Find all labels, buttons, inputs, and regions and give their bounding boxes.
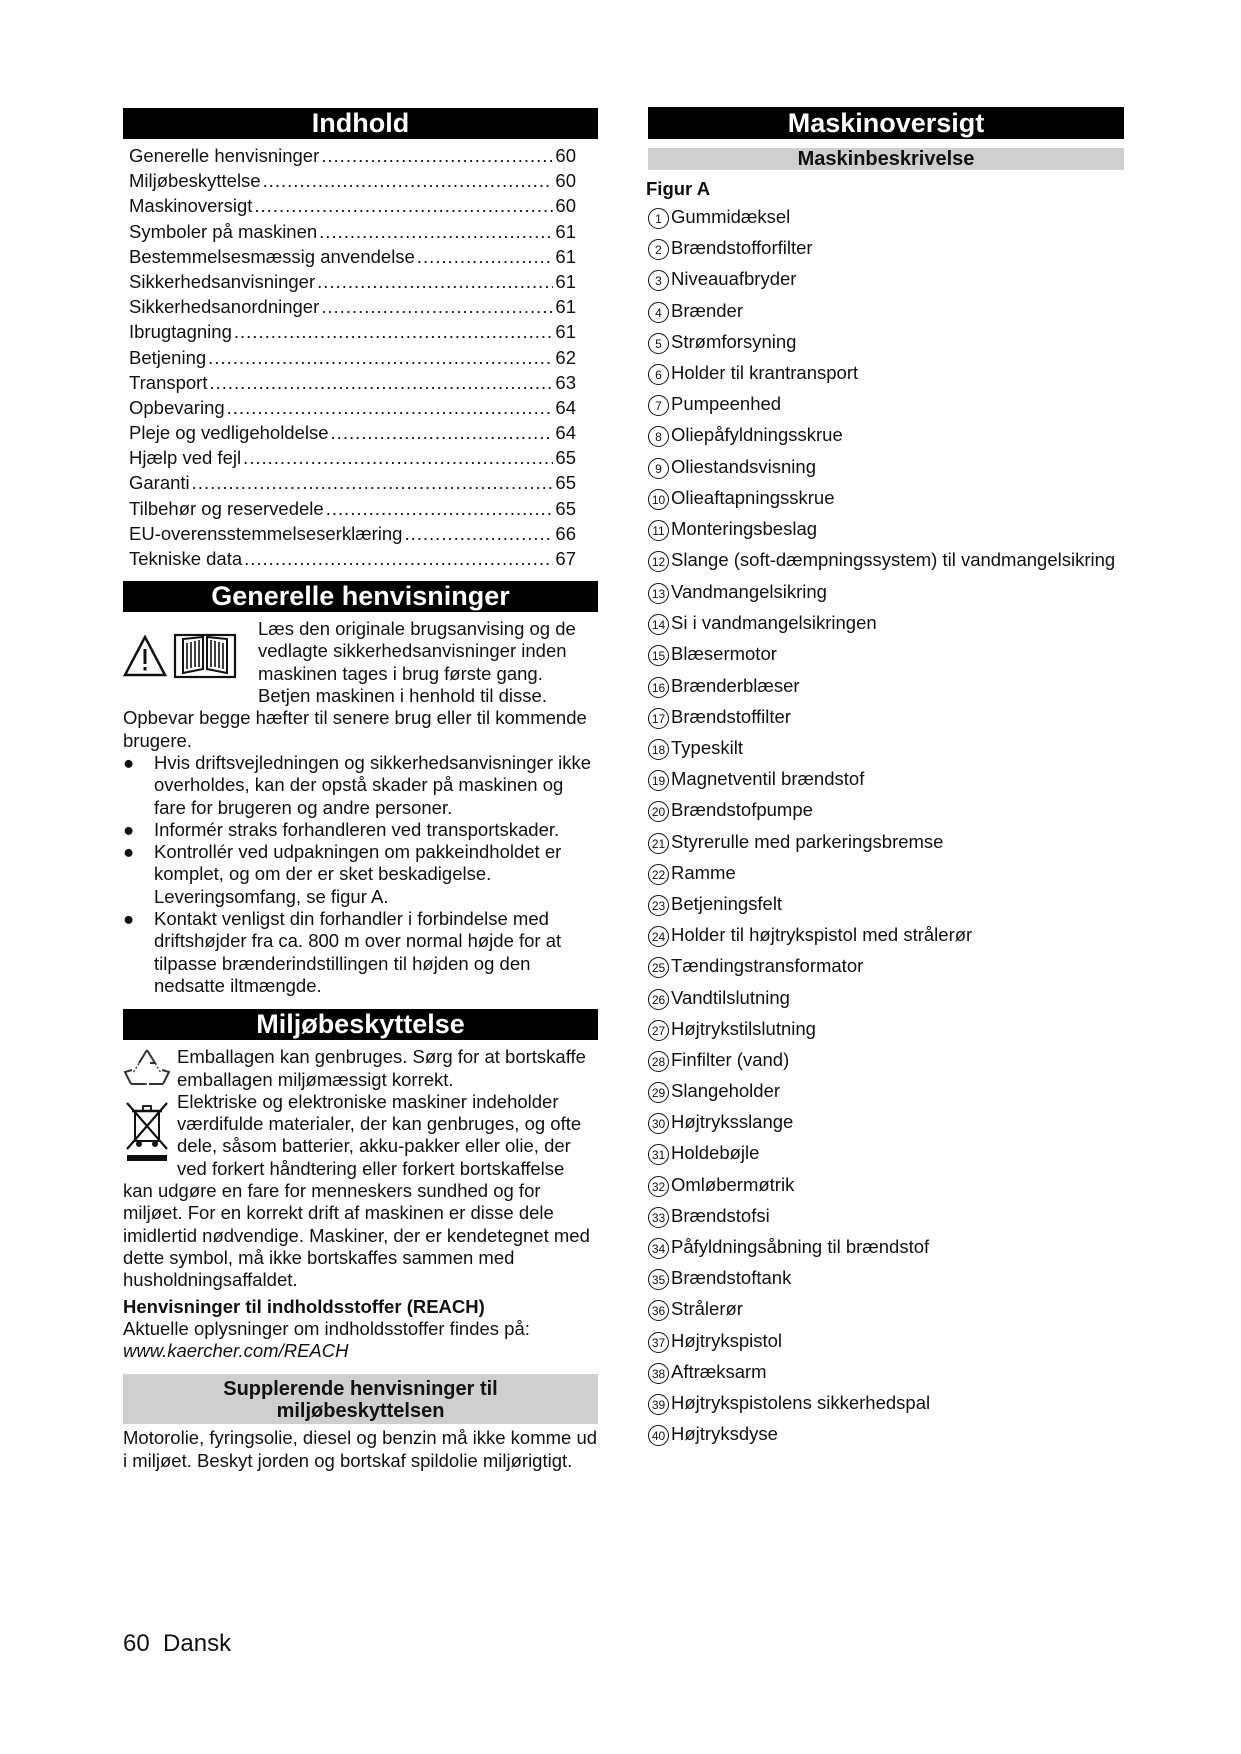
left-column: [123, 108, 598, 1472]
toc-heading: Indhold: [123, 108, 598, 139]
toc-entry-page: 60: [555, 145, 576, 166]
list-item: [648, 1080, 1124, 1103]
toc-entry-title: Ibrugtagning: [129, 321, 232, 343]
part-number-badge: 28: [648, 1051, 669, 1072]
part-label: Monteringsbeslag: [671, 517, 818, 539]
toc-entry-page: 61: [555, 245, 576, 267]
part-number-badge: 3: [648, 270, 669, 291]
part-label: Si i vandmangelsikringen: [671, 612, 877, 634]
toc-entry[interactable]: [129, 294, 576, 319]
toc-entry[interactable]: [129, 420, 576, 445]
warning-icons: [123, 618, 253, 694]
part-label: Brændstoftank: [671, 1267, 792, 1289]
part-number-badge: 36: [648, 1300, 669, 1321]
part-label: Tændingstransformator: [671, 955, 864, 977]
toc-leader-dots: [331, 420, 554, 445]
toc-entry-title: Sikkerhedsanvisninger: [129, 270, 316, 292]
toc-entry-page: 61: [555, 296, 576, 318]
packaging-text: Emballagen kan genbruges. Sørg for at bortskaffe emballagen miljømæssigt korrekt.: [177, 1046, 586, 1090]
reach-text: Aktuelle oplysninger om indholdsstoffer findes på:: [123, 1317, 530, 1339]
part-number-badge: 34: [648, 1238, 669, 1259]
toc-entry[interactable]: [129, 269, 576, 294]
part-number-badge: 30: [648, 1113, 669, 1134]
list-item: [648, 331, 1124, 354]
part-label: Finfilter (vand): [671, 1048, 790, 1070]
part-number-badge: 5: [648, 333, 669, 354]
part-number-badge: 7: [648, 395, 669, 416]
toc-entry[interactable]: [129, 244, 576, 269]
toc-entry-page: 65: [555, 447, 576, 469]
toc-entry-title: Maskinoversigt: [129, 195, 253, 217]
part-number-badge: 20: [648, 801, 669, 822]
part-label: Niveauafbryder: [671, 268, 797, 290]
part-label: Brændstoffilter: [671, 705, 791, 727]
toc-entry[interactable]: [129, 470, 576, 495]
part-label: Højtrykspistol: [671, 1329, 783, 1351]
toc-entry[interactable]: [129, 219, 576, 244]
list-item: [648, 643, 1124, 666]
part-label: Holder til højtrykspistol med strålerør: [671, 924, 973, 946]
part-number-badge: 35: [648, 1269, 669, 1290]
part-label: Typeskilt: [671, 737, 743, 758]
crossed-bin-icon: [123, 1099, 171, 1163]
environment-heading: Miljøbeskyttelse: [123, 1009, 598, 1040]
list-item: [648, 612, 1124, 635]
part-label: Oliepåfyldningsskrue: [671, 424, 843, 446]
toc-leader-dots: [321, 143, 553, 168]
list-item: [648, 987, 1124, 1010]
read-manual-icon: [173, 629, 237, 683]
list-item: [648, 1392, 1124, 1415]
part-label: Brændstofpumpe: [671, 799, 813, 821]
toc-leader-dots: [417, 244, 554, 269]
environment-section: [123, 1046, 598, 1362]
toc-entry-title: Generelle henvisninger: [129, 145, 320, 166]
list-item: [648, 1423, 1124, 1446]
list-item: [123, 752, 598, 819]
part-label: Omløbermøtrik: [671, 1173, 795, 1195]
part-number-badge: 18: [648, 739, 669, 760]
supplementary-heading: Supplerende henvisninger til miljøbeskyttelsen: [123, 1374, 598, 1424]
bullet-icon: ●: [123, 908, 135, 930]
bullet-text: Kontakt venligst din forhandler i forbindelse med driftshøjder fra ca. 800 m over normal højde for at tilpasse brænderindstillingen til højden og den nedsatte iltmængde.: [154, 908, 562, 996]
part-number-badge: 32: [648, 1176, 669, 1197]
toc-entry-title: EU-overensstemmelseserklæring: [129, 522, 403, 544]
part-label: Olieaftapningsskrue: [671, 486, 835, 508]
toc-entry-title: Miljøbeskyttelse: [129, 170, 261, 192]
toc-entry-page: 63: [555, 371, 576, 393]
part-label: Ramme: [671, 861, 736, 883]
list-item: [648, 581, 1124, 604]
toc-entry-page: 62: [555, 346, 576, 368]
toc-entry[interactable]: [129, 546, 576, 571]
toc-leader-dots: [244, 546, 553, 571]
recycling-icon: [123, 1046, 171, 1090]
toc-leader-dots: [234, 319, 554, 344]
table-of-contents: [123, 143, 598, 571]
part-label: Holder til krantransport: [671, 361, 859, 383]
part-label: Strålerør: [671, 1298, 743, 1320]
list-item: [648, 424, 1124, 447]
list-item: [123, 841, 598, 908]
toc-entry[interactable]: [129, 345, 576, 370]
part-label: Brændstofsi: [671, 1204, 770, 1226]
page-number: 60: [123, 1630, 150, 1657]
part-number-badge: 27: [648, 1020, 669, 1041]
parts-list: [648, 206, 1124, 1446]
electronics-text: Elektriske og elektroniske maskiner indeholder værdifulde materialer, der kan genbruges, og ofte dele, såsom batterier, akku-pakker eller olie, der ved forkert håndtering eller forkert bortskaffelse kan udgøre en fare for menneskers sundhed og for miljøet. For en korrekt drift af maskinen er disse dele imidlertid nødvendige. Maskiner, der er kendetegnet med dette symbol, må ikke bortskaffes sammen med husholdningsaffaldet.: [123, 1090, 590, 1291]
part-number-badge: 23: [648, 895, 669, 916]
part-label: Gummidæksel: [671, 206, 791, 227]
part-number-badge: 17: [648, 708, 669, 729]
list-item: [648, 456, 1124, 479]
part-number-badge: 14: [648, 614, 669, 635]
list-item: [648, 393, 1124, 416]
part-label: Betjeningsfelt: [671, 892, 783, 914]
list-item: [648, 1236, 1124, 1259]
part-label: Vandmangelsikring: [671, 581, 827, 603]
toc-entry-page: 61: [555, 220, 576, 242]
list-item: [648, 799, 1124, 822]
toc-entry[interactable]: [129, 445, 576, 470]
warning-triangle-icon: [123, 635, 167, 677]
part-number-badge: 8: [648, 426, 669, 447]
list-item: [648, 1142, 1124, 1165]
toc-leader-dots: [326, 496, 554, 521]
bullet-text: Kontrollér ved udpakningen om pakkeindholdet er komplet, og om der er sket beskadigelse. Leveringsomfang, se figur A.: [154, 841, 562, 907]
list-item: [123, 908, 598, 997]
toc-entry[interactable]: [129, 143, 576, 168]
part-number-badge: 15: [648, 645, 669, 666]
part-label: Højtryksslange: [671, 1111, 794, 1133]
toc-entry-page: 64: [555, 396, 576, 418]
toc-entry-page: 60: [555, 170, 576, 192]
toc-entry[interactable]: [129, 319, 576, 344]
part-number-badge: 29: [648, 1082, 669, 1103]
list-item: [648, 518, 1124, 541]
part-label: Aftræksarm: [671, 1360, 767, 1382]
toc-leader-dots: [227, 395, 554, 420]
toc-entry-title: Bestemmelsesmæssig anvendelse: [129, 245, 415, 267]
list-item: [648, 955, 1124, 978]
general-keep-text: Opbevar begge hæfter til senere brug eller til kommende brugere.: [123, 707, 587, 751]
toc-entry-title: Transport: [129, 371, 208, 393]
part-label: Brænderblæser: [671, 674, 800, 696]
toc-entry[interactable]: [129, 521, 576, 546]
toc-entry-title: Pleje og vedligeholdelse: [129, 422, 329, 444]
general-bullet-list: [123, 752, 598, 997]
part-label: Slangeholder: [671, 1080, 781, 1102]
list-item: [648, 706, 1124, 729]
part-number-badge: 19: [648, 770, 669, 791]
part-label: Brændstofforfilter: [671, 237, 813, 259]
part-number-badge: 33: [648, 1207, 669, 1228]
figure-label: Figur A: [646, 178, 711, 199]
part-label: Slange (soft-dæmpningssystem) til vandmangelsikring: [671, 549, 1116, 571]
supplementary-text: Motorolie, fyringsolie, diesel og benzin må ikke komme ud i miljøet. Beskyt jorden og bortskaf spildolie miljørigtigt.: [123, 1427, 598, 1471]
list-item: [648, 300, 1124, 323]
part-number-badge: 37: [648, 1332, 669, 1353]
part-label: Oliestandsvisning: [671, 455, 816, 477]
part-label: Magnetventil brændstof: [671, 768, 865, 790]
part-number-badge: 31: [648, 1144, 669, 1165]
toc-entry[interactable]: [129, 193, 576, 218]
part-number-badge: 39: [648, 1394, 669, 1415]
toc-entry-page: 65: [555, 497, 576, 519]
toc-entry-page: 64: [555, 422, 576, 444]
list-item: [648, 1049, 1124, 1072]
list-item: [648, 487, 1124, 510]
list-item: [648, 831, 1124, 854]
part-number-badge: 4: [648, 302, 669, 323]
part-label: Vandtilslutning: [671, 986, 790, 1008]
right-column: [648, 107, 1124, 1454]
reach-url-link[interactable]: www.kaercher.com/REACH: [123, 1340, 349, 1362]
toc-entry-page: 61: [555, 270, 576, 292]
part-number-badge: 1: [648, 208, 669, 229]
toc-entry-page: 61: [555, 321, 576, 343]
part-label: Blæsermotor: [671, 643, 777, 665]
part-number-badge: 21: [648, 833, 669, 854]
part-label: Strømforsyning: [671, 330, 797, 352]
toc-leader-dots: [263, 168, 554, 193]
toc-entry[interactable]: [129, 496, 576, 521]
part-label: Brænder: [671, 299, 743, 321]
part-number-badge: 26: [648, 989, 669, 1010]
list-item: [648, 362, 1124, 385]
toc-leader-dots: [243, 445, 553, 470]
toc-entry-title: Sikkerhedsanordninger: [129, 296, 320, 318]
part-label: Pumpeenhed: [671, 393, 782, 415]
toc-entry-page: 65: [555, 472, 576, 494]
toc-entry-page: 60: [555, 195, 576, 217]
toc-entry[interactable]: [129, 168, 576, 193]
general-heading: Generelle henvisninger: [123, 581, 598, 612]
overview-heading: Maskinoversigt: [648, 107, 1124, 139]
part-number-badge: 38: [648, 1363, 669, 1384]
part-number-badge: 22: [648, 864, 669, 885]
toc-leader-dots: [254, 193, 553, 218]
part-label: Højtrykspistolens sikkerhedspal: [671, 1391, 931, 1413]
list-item: [648, 206, 1124, 229]
toc-entry-title: Opbevaring: [129, 396, 225, 418]
toc-leader-dots: [208, 345, 553, 370]
part-label: Højtrykstilslutning: [671, 1017, 816, 1039]
toc-leader-dots: [319, 219, 553, 244]
list-item: [648, 1361, 1124, 1384]
list-item: [648, 1267, 1124, 1290]
list-item: [648, 1298, 1124, 1321]
list-item: [648, 268, 1124, 291]
list-item: [648, 737, 1124, 760]
bullet-icon: ●: [123, 818, 135, 840]
environment-icons: [123, 1046, 173, 1168]
part-label: Påfyldningsåbning til brændstof: [671, 1236, 930, 1257]
toc-entry-page: 67: [555, 548, 576, 569]
list-item: [648, 893, 1124, 916]
toc-entry[interactable]: [129, 370, 576, 395]
part-number-badge: 16: [648, 677, 669, 698]
general-section: [123, 618, 598, 997]
list-item: [648, 237, 1124, 260]
part-number-badge: 13: [648, 583, 669, 604]
toc-leader-dots: [317, 269, 553, 294]
part-label: Styrerulle med parkeringsbremse: [671, 830, 944, 852]
toc-entry-title: Symboler på maskinen: [129, 220, 318, 242]
list-item: [648, 1330, 1124, 1353]
toc-leader-dots: [321, 294, 553, 319]
bullet-text: Informér straks forhandleren ved transportskader.: [154, 818, 560, 840]
general-intro-text: Læs den originale brugsanvising og de vedlagte sikkerhedsanvisninger inden maskinen tages i brug første gang. Betjen maskinen i henhold til disse.: [258, 618, 576, 707]
toc-entry-title: Garanti: [129, 472, 190, 494]
part-number-badge: 6: [648, 364, 669, 385]
toc-leader-dots: [404, 521, 553, 546]
list-item: [123, 819, 598, 841]
bullet-icon: ●: [123, 841, 135, 863]
part-number-badge: 10: [648, 489, 669, 510]
part-number-badge: 25: [648, 957, 669, 978]
part-number-badge: 2: [648, 239, 669, 260]
list-item: [648, 924, 1124, 947]
toc-entry-title: Betjening: [129, 346, 207, 368]
part-number-badge: 24: [648, 926, 669, 947]
toc-leader-dots: [209, 370, 553, 395]
page-footer: [123, 1630, 231, 1658]
list-item: [648, 1111, 1124, 1134]
part-label: Holdebøjle: [671, 1142, 760, 1164]
toc-entry-title: Tilbehør og reservedele: [129, 497, 324, 519]
bullet-icon: ●: [123, 751, 135, 773]
footer-language: Dansk: [163, 1630, 232, 1657]
list-item: [648, 862, 1124, 885]
part-number-badge: 40: [648, 1425, 669, 1446]
description-heading: Maskinbeskrivelse: [648, 148, 1124, 170]
bullet-text: Hvis driftsvejledningen og sikkerhedsanvisninger ikke overholdes, kan der opstå skader på maskinen og fare for brugeren og andre personer.: [154, 751, 592, 818]
part-number-badge: 9: [648, 458, 669, 479]
part-number-badge: 11: [648, 520, 669, 541]
toc-entry-page: 66: [555, 522, 576, 544]
toc-entry-title: Tekniske data: [129, 548, 243, 569]
part-number-badge: 12: [648, 551, 669, 572]
toc-entry-title: Hjælp ved fejl: [129, 447, 242, 469]
list-item: [648, 1174, 1124, 1197]
list-item: [648, 1018, 1124, 1041]
list-item: [648, 768, 1124, 791]
reach-heading: Henvisninger til indholdsstoffer (REACH): [123, 1295, 485, 1317]
toc-leader-dots: [192, 470, 554, 495]
list-item: [648, 1205, 1124, 1228]
part-label: Højtryksdyse: [671, 1423, 778, 1445]
list-item: [648, 675, 1124, 698]
list-item: [648, 549, 1124, 572]
toc-entry[interactable]: [129, 395, 576, 420]
